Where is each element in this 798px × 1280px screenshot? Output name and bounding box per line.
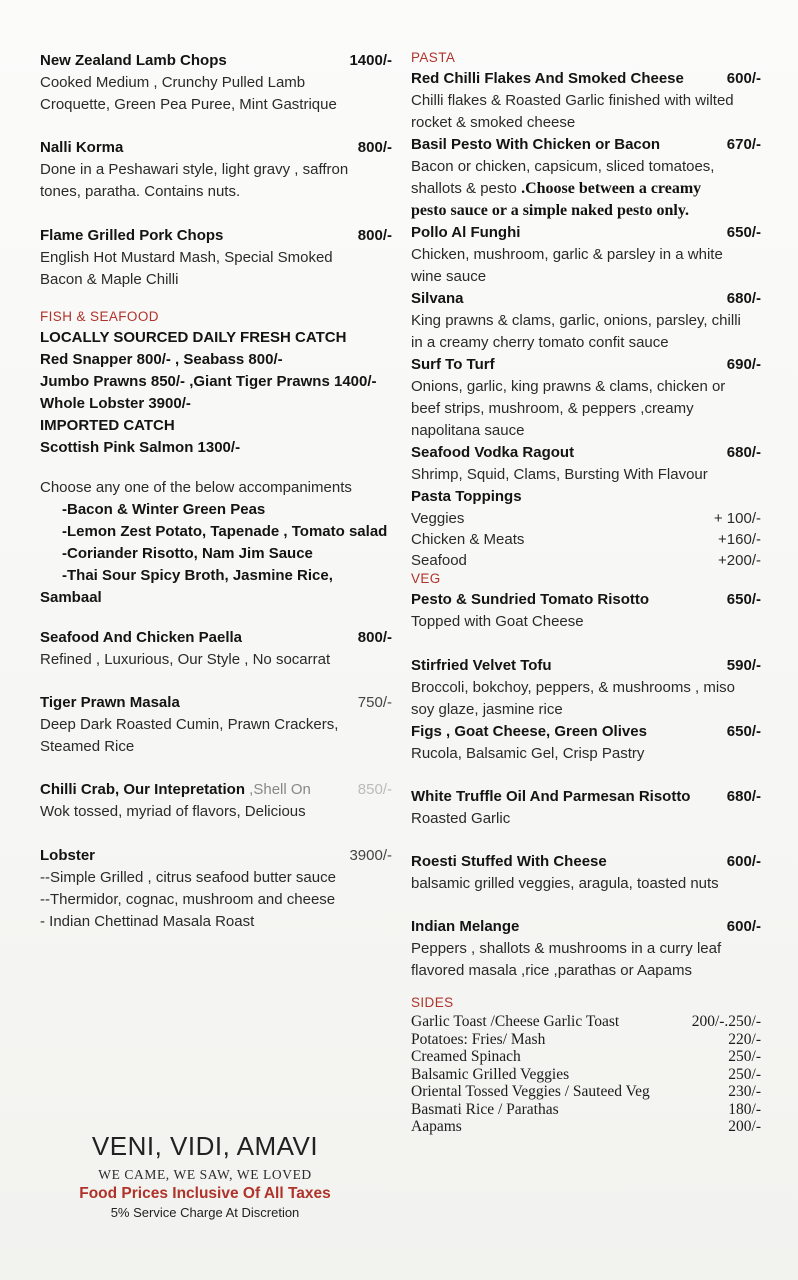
item-price: 690/-	[726, 356, 761, 373]
item-desc: Steamed Rice	[40, 738, 135, 755]
item-desc: wine sauce	[411, 268, 487, 285]
item-desc: King prawns & clams, garlic, onions, parsley, chilli	[411, 312, 741, 329]
accompaniment-option: -Thai Sour Spicy Broth, Jasmine Rice,	[62, 567, 333, 584]
topping-label: Veggies	[411, 510, 465, 527]
catch-line: Red Snapper 800/- , Seabass 800/-	[40, 351, 283, 368]
item-desc: - Indian Chettinad Masala Roast	[40, 913, 255, 930]
item-name: Flame Grilled Pork Chops	[40, 227, 224, 244]
motto: VENI, VIDI, AMAVI	[91, 1131, 319, 1161]
side-row	[411, 1013, 761, 1031]
menu-item-indian-melange	[411, 916, 761, 982]
topping-label: Seafood	[411, 552, 467, 569]
item-name: New Zealand Lamb Chops	[40, 52, 227, 69]
accompaniments-intro: Choose any one of the below accompaniments	[40, 479, 352, 496]
item-price: 850/-	[357, 781, 392, 798]
item-price: 680/-	[726, 444, 761, 461]
item-name: Indian Melange	[411, 918, 520, 935]
menu-item-lobster	[40, 845, 392, 933]
side-label: Basmati Rice / Parathas	[411, 1100, 559, 1118]
item-desc: Croquette, Green Pea Puree, Mint Gastrique	[40, 96, 337, 113]
side-price: 200/-.250/-	[691, 1013, 761, 1030]
fish-seafood-section	[40, 307, 392, 459]
item-name: Figs , Goat Cheese, Green Olives	[411, 723, 647, 740]
menu-item-figs	[411, 721, 761, 765]
imported-catch-heading: IMPORTED CATCH	[40, 417, 175, 434]
item-name: Basil Pesto With Chicken or Bacon	[411, 136, 661, 153]
menu-item-velvet-tofu	[411, 655, 761, 721]
item-desc: napolitana sauce	[411, 422, 525, 439]
toppings-heading: Pasta Toppings	[411, 488, 522, 505]
item-desc: Refined , Luxurious, Our Style , No socarrat	[40, 651, 331, 668]
menu-item-pesto-risotto	[411, 589, 761, 633]
item-name: Seafood Vodka Ragout	[411, 444, 575, 461]
topping-price: + 100/-	[713, 510, 761, 527]
item-name: Nalli Korma	[40, 139, 124, 156]
menu-item-vodka-ragout	[411, 442, 761, 486]
menu-item-truffle-risotto	[411, 786, 761, 830]
item-price: 800/-	[357, 139, 392, 156]
service-charge-note: 5% Service Charge At Discretion	[110, 1205, 300, 1220]
accompaniment-option: Sambaal	[40, 589, 102, 606]
fresh-catch-heading: LOCALLY SOURCED DAILY FRESH CATCH	[40, 329, 347, 346]
side-row	[411, 1118, 761, 1136]
item-desc: Broccoli, bokchoy, peppers, & mushrooms , miso	[411, 679, 736, 696]
item-desc: beef strips, mushroom, & peppers ,creamy	[411, 400, 694, 417]
motto-translation: WE CAME, WE SAW, WE LOVED	[98, 1167, 312, 1182]
menu-item-roesti	[411, 851, 761, 895]
item-price: 680/-	[726, 788, 761, 805]
item-desc: --Thermidor, cognac, mushroom and cheese	[40, 891, 336, 908]
menu-item-nalli-korma	[40, 137, 392, 203]
item-desc: balsamic grilled veggies, aragula, toasted nuts	[411, 875, 719, 892]
item-price: 750/-	[357, 694, 392, 711]
item-name: Surf To Turf	[411, 356, 495, 373]
item-price: 670/-	[726, 136, 761, 153]
catch-line: Scottish Pink Salmon 1300/-	[40, 439, 241, 456]
item-price: 600/-	[726, 918, 761, 935]
item-price: 600/-	[726, 70, 761, 87]
topping-label: Chicken & Meats	[411, 531, 525, 548]
accompaniment-option: -Bacon & Winter Green Peas	[62, 501, 266, 518]
item-desc: flavored masala ,rice ,parathas or Aapams	[411, 962, 692, 979]
side-price: 250/-	[728, 1048, 761, 1065]
catch-line: Whole Lobster 3900/-	[40, 395, 191, 412]
section-title: SIDES	[411, 995, 454, 1010]
side-price: 230/-	[728, 1083, 761, 1100]
side-price: 220/-	[728, 1030, 761, 1048]
item-name: Silvana	[411, 290, 464, 307]
item-price: 650/-	[726, 591, 761, 608]
item-desc: tones, paratha. Contains nuts.	[40, 183, 241, 200]
topping-row	[411, 550, 761, 571]
menu-item-lamb-chops	[40, 50, 392, 116]
menu-item-red-chilli	[411, 68, 761, 134]
section-title: PASTA	[411, 50, 456, 65]
menu-item-tiger-prawn	[40, 692, 392, 758]
item-desc: Cooked Medium , Crunchy Pulled Lamb	[40, 74, 306, 91]
menu-item-pollo-al-funghi	[411, 222, 761, 288]
item-name: Tiger Prawn Masala	[40, 694, 180, 711]
item-name-suffix: ,Shell On	[245, 781, 311, 798]
item-name: White Truffle Oil And Parmesan Risotto	[411, 788, 691, 805]
accompaniments	[40, 477, 392, 609]
item-price: 3900/-	[349, 847, 392, 864]
side-label: Creamed Spinach	[411, 1048, 521, 1065]
side-price: 250/-	[728, 1065, 761, 1083]
item-price: 650/-	[726, 723, 761, 740]
side-label: Garlic Toast /Cheese Garlic Toast	[411, 1013, 620, 1030]
side-row	[411, 1083, 761, 1101]
item-desc: Rucola, Balsamic Gel, Crisp Pastry	[411, 745, 645, 762]
item-name: Roesti Stuffed With Cheese	[411, 853, 607, 870]
menu-item-pork-chops	[40, 225, 392, 291]
menu-item-chilli-crab	[40, 779, 392, 823]
side-label: Balsamic Grilled Veggies	[411, 1065, 570, 1083]
item-desc: shallots & pesto	[411, 180, 522, 197]
item-name: Pollo Al Funghi	[411, 224, 521, 241]
topping-price: +200/-	[718, 552, 761, 569]
item-desc: --Simple Grilled , citrus seafood butter sauce	[40, 869, 336, 886]
item-desc: Done in a Peshawari style, light gravy , saffron	[40, 161, 349, 178]
side-label: Aapams	[411, 1118, 462, 1135]
side-row	[411, 1048, 761, 1066]
catch-line: Jumbo Prawns 850/- ,Giant Tiger Prawns 1400/-	[40, 373, 377, 390]
item-price: 1400/-	[349, 52, 392, 69]
item-price: 600/-	[726, 853, 761, 870]
item-desc: Chicken, mushroom, garlic & parsley in a white	[411, 246, 723, 263]
menu-footer	[60, 1130, 350, 1222]
item-desc: Wok tossed, myriad of flavors, Delicious	[40, 803, 306, 820]
item-price: 680/-	[726, 290, 761, 307]
menu-item-silvana	[411, 288, 761, 354]
item-name: Stirfried Velvet Tofu	[411, 657, 552, 674]
item-desc: rocket & smoked cheese	[411, 114, 576, 131]
side-price: 180/-	[728, 1100, 761, 1118]
item-price: 590/-	[726, 657, 761, 674]
item-desc: Roasted Garlic	[411, 810, 511, 827]
item-desc: soy glaze, jasmine rice	[411, 701, 563, 718]
side-label: Potatoes: Fries/ Mash	[411, 1030, 546, 1048]
item-name: Chilli Crab, Our Intepretation	[40, 781, 246, 798]
accompaniment-option: -Coriander Risotto, Nam Jim Sauce	[62, 545, 313, 562]
item-desc: Peppers , shallots & mushrooms in a curry leaf	[411, 940, 722, 957]
veg-section	[411, 569, 761, 633]
accompaniment-option: -Lemon Zest Potato, Tapenade , Tomato salad	[62, 523, 388, 540]
item-name: Pesto & Sundried Tomato Risotto	[411, 591, 650, 608]
item-desc: English Hot Mustard Mash, Special Smoked	[40, 249, 333, 266]
side-row	[411, 1031, 761, 1049]
pasta-section	[411, 48, 761, 571]
item-name: Seafood And Chicken Paella	[40, 629, 242, 646]
menu-item-basil-pesto	[411, 134, 761, 222]
topping-row	[411, 529, 761, 550]
item-name: Lobster	[40, 847, 96, 864]
section-title: VEG	[411, 571, 441, 586]
item-name: Red Chilli Flakes And Smoked Cheese	[411, 70, 684, 87]
item-price: 800/-	[357, 629, 392, 646]
item-desc: Deep Dark Roasted Cumin, Prawn Crackers,	[40, 716, 339, 733]
item-desc: Topped with Goat Cheese	[411, 613, 584, 630]
section-title: FISH & SEAFOOD	[40, 309, 159, 324]
item-price: 650/-	[726, 224, 761, 241]
sides-section	[411, 993, 761, 1136]
menu-item-surf-to-turf	[411, 354, 761, 442]
item-desc: Shrimp, Squid, Clams, Bursting With Flavour	[411, 466, 708, 483]
item-desc: Chilli flakes & Roasted Garlic finished with wilted	[411, 92, 734, 109]
side-row	[411, 1101, 761, 1119]
topping-price: +160/-	[718, 531, 761, 548]
taxes-note: Food Prices Inclusive Of All Taxes	[79, 1185, 331, 1202]
item-desc: Bacon or chicken, capsicum, sliced tomatoes,	[411, 158, 715, 175]
topping-row	[411, 508, 761, 529]
side-price: 200/-	[728, 1118, 761, 1135]
pasta-toppings	[411, 486, 761, 571]
item-desc: Onions, garlic, king prawns & clams, chicken or	[411, 378, 726, 395]
side-row	[411, 1066, 761, 1084]
item-desc: in a creamy cherry tomato confit sauce	[411, 334, 669, 351]
menu-item-paella	[40, 627, 392, 671]
item-desc-emphasis: pesto sauce or a simple naked pesto only.	[411, 202, 689, 219]
item-desc-emphasis: .Choose between a creamy	[521, 180, 702, 197]
item-price: 800/-	[357, 227, 392, 244]
item-desc: Bacon & Maple Chilli	[40, 271, 179, 288]
side-label: Oriental Tossed Veggies / Sauteed Veg	[411, 1083, 650, 1100]
